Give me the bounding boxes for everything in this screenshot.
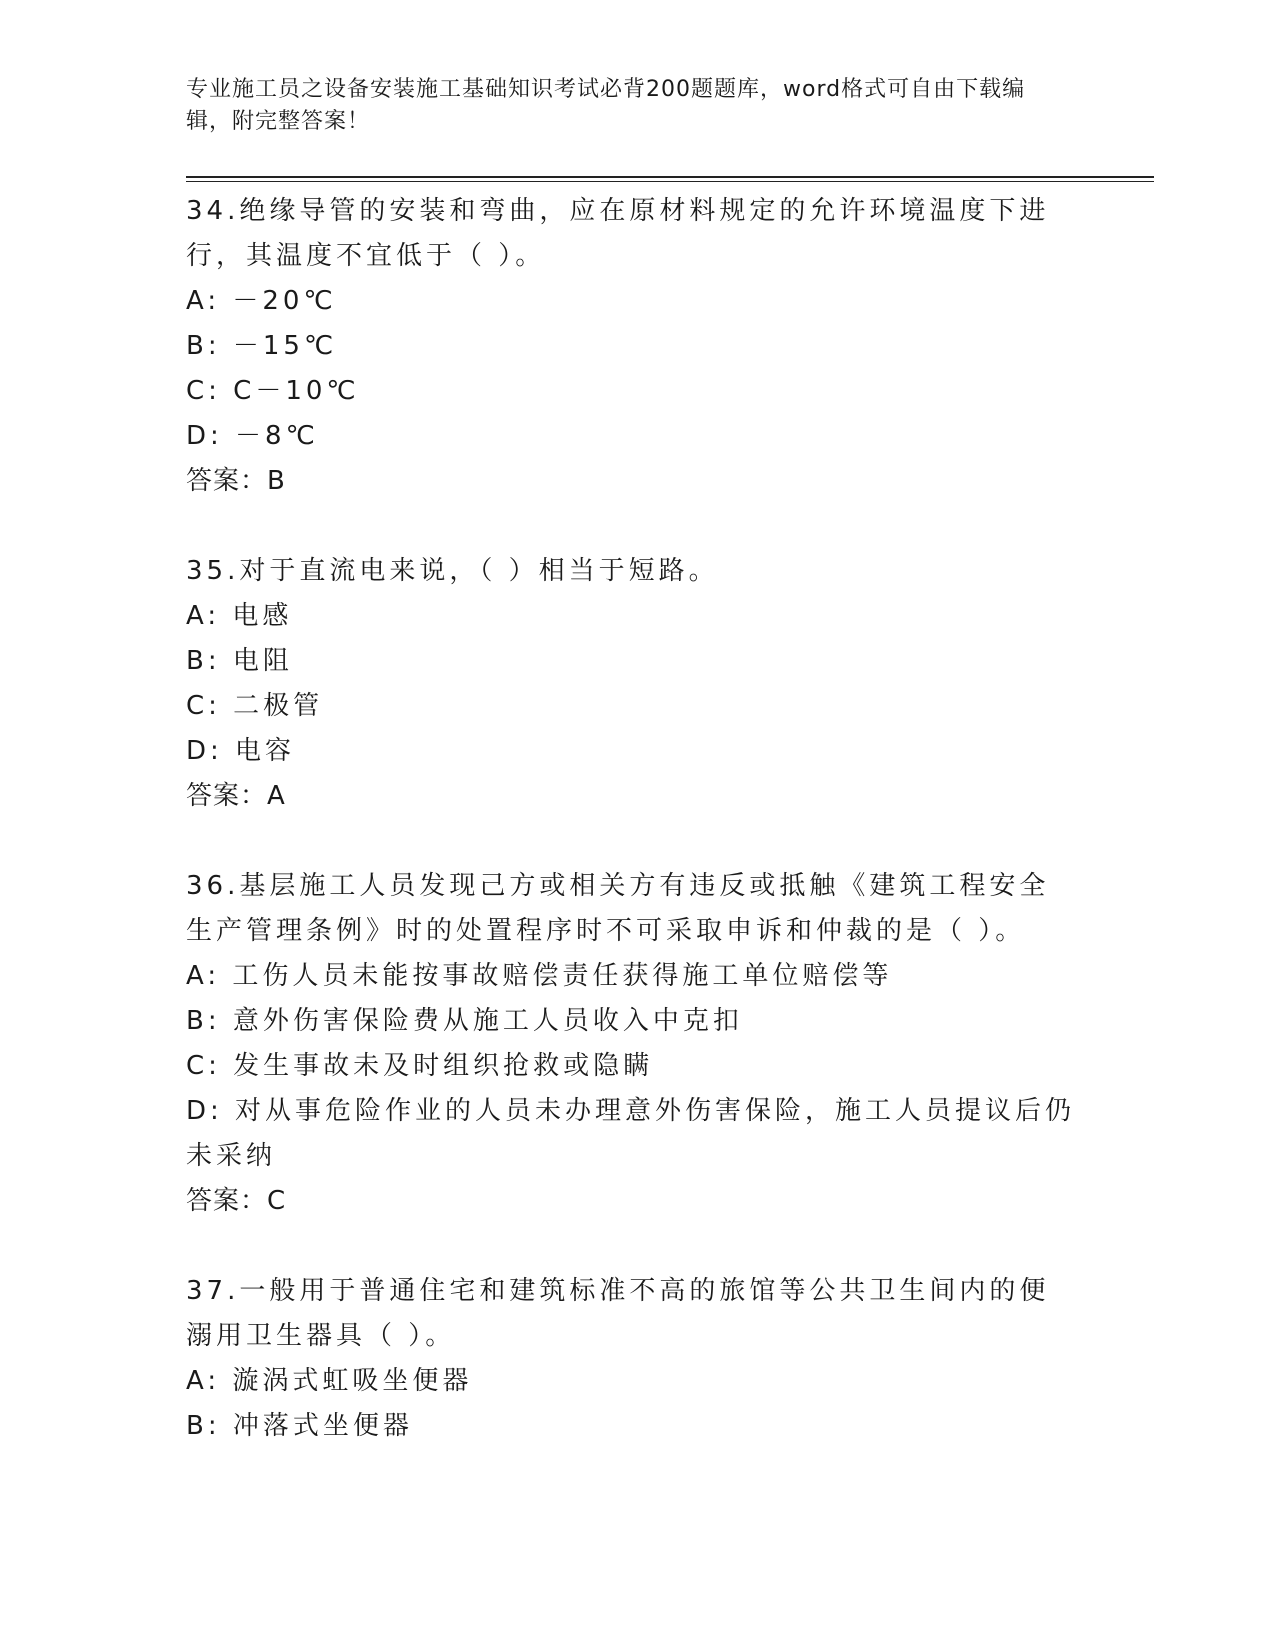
answer-value: C [267, 1186, 287, 1216]
option-a: A: 漩涡式虹吸坐便器 [186, 1366, 473, 1396]
answer-line [186, 1179, 1076, 1224]
option-c: C: 二极管 [186, 691, 324, 721]
question-37 [186, 1269, 1076, 1449]
answer-label: 答案： [186, 781, 268, 811]
option-c: C: 发生事故未及时组织抢救或隐瞒 [186, 1051, 654, 1081]
question-text: 36.基层施工人员发现己方或相关方有违反或抵触《建筑工程安全生产管理条例》时的处置程序时不可采取申诉和仲裁的是（ ）。 [186, 871, 1050, 946]
answer-label: 答案： [186, 466, 268, 496]
question-34 [186, 189, 1076, 504]
option-a: A: 工伤人员未能按事故赔偿责任获得施工单位赔偿等 [186, 961, 893, 991]
header-rule-thin [186, 181, 1154, 182]
page-header: 专业施工员之设备安装施工基础知识考试必背200题题库，word格式可自由下载编辑，附完整答案！ [186, 77, 1026, 134]
answer-value: A [267, 781, 286, 811]
option-b: B: －15℃ [186, 331, 338, 361]
question-list [186, 189, 1076, 1449]
option-b: B: 意外伤害保险费从施工人员收入中克扣 [186, 1006, 743, 1036]
answer-value: B [267, 466, 286, 496]
option-d: D: 对从事危险作业的人员未办理意外伤害保险，施工人员提议后仍未采纳 [186, 1096, 1076, 1171]
option-c: C: C－10℃ [186, 376, 360, 406]
answer-line [186, 459, 1076, 504]
option-b: B: 电阻 [186, 646, 293, 676]
option-d: D: －8℃ [186, 421, 319, 451]
option-d: D: 电容 [186, 736, 296, 766]
answer-line [186, 774, 1076, 819]
question-text: 37.一般用于普通住宅和建筑标准不高的旅馆等公共卫生间内的便溺用卫生器具（ ）。 [186, 1276, 1050, 1351]
option-a: A: 电感 [186, 601, 293, 631]
answer-label: 答案： [186, 1186, 268, 1216]
option-b: B: 冲落式坐便器 [186, 1411, 413, 1441]
question-36 [186, 864, 1076, 1224]
header-rule-thick [186, 176, 1154, 178]
question-35 [186, 549, 1076, 819]
question-text: 34.绝缘导管的安装和弯曲，应在原材料规定的允许环境温度下进行，其温度不宜低于（ ）。 [186, 196, 1050, 271]
option-a: A: －20℃ [186, 286, 337, 316]
question-text: 35.对于直流电来说，（ ）相当于短路。 [186, 556, 719, 586]
